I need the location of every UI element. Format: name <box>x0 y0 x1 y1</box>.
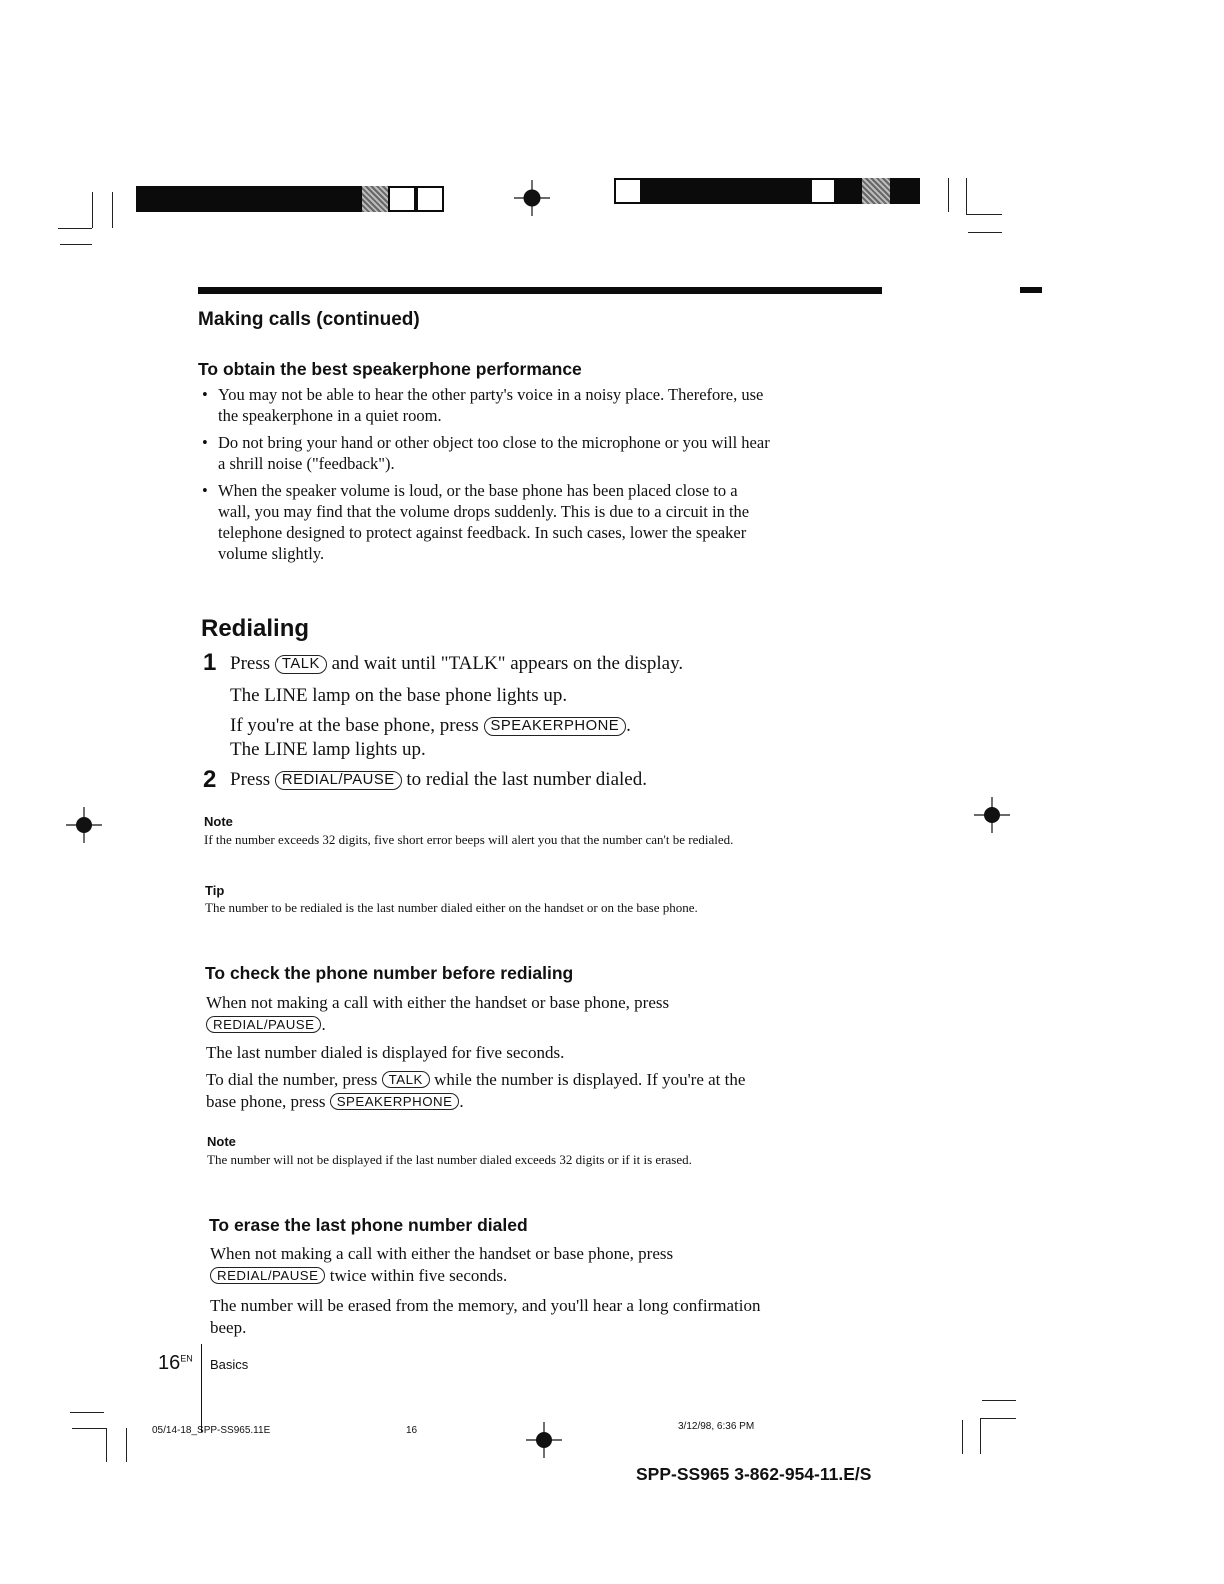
speakerphone-list <box>200 384 770 570</box>
step-1-line2: The LINE lamp on the base phone lights up. <box>230 685 568 706</box>
talk-key: TALK <box>275 655 327 674</box>
step-2-text <box>230 768 790 792</box>
crop-mark-bl-v2 <box>126 1428 127 1462</box>
crop-mark-bl-h <box>70 1412 104 1413</box>
color-bar-left-box2 <box>416 186 444 212</box>
redial-tip-text: The number to be redialed is the last number dialed either on the handset or on the base phone. <box>205 900 698 915</box>
slug-file: 05/14-18_SPP-SS965.11E <box>152 1425 271 1436</box>
crop-mark-bl-v1 <box>106 1428 107 1462</box>
talk-key: TALK <box>382 1071 430 1088</box>
crop-mark-tr-h <box>966 214 1002 215</box>
color-bar-left-gray <box>362 186 388 212</box>
step-1-line3-pre: If you're at the base phone, press <box>230 715 484 736</box>
check-p3-post: . <box>459 1092 464 1111</box>
list-item: • You may not be able to hear the other party's voice in a noisy place. Therefore, use the speakerphone in a quiet room. <box>200 384 770 426</box>
crop-mark-br-v2 <box>980 1418 981 1454</box>
crop-mark-tr-v1 <box>948 178 949 212</box>
check-p1-pre: When not making a call with either the handset or base phone, press <box>206 993 670 1012</box>
check-note-text: The number will not be displayed if the last number dialed exceeds 32 digits or if it is erased. <box>207 1152 692 1167</box>
speakerphone-heading: To obtain the best speakerphone performance <box>198 359 582 379</box>
step-1-pre: Press <box>230 653 275 674</box>
step-1-post: and wait until "TALK" appears on the display. <box>326 653 684 674</box>
erase-p1 <box>210 1243 770 1287</box>
erase-heading: To erase the last phone number dialed <box>209 1215 528 1235</box>
page-number-value: 16 <box>158 1352 181 1374</box>
crop-mark-br-v1 <box>962 1420 963 1454</box>
color-bar-right-black <box>836 178 862 204</box>
list-item: • When the speaker volume is loud, or the base phone has been placed close to a wall, you may find that the volume drops suddenly. This is due to a circuit in the telephone designed to protect against feedback. In such cases, lower the speaker volume slightly. <box>200 480 770 564</box>
color-bar-right <box>642 178 810 204</box>
crop-mark-tr-h2 <box>968 232 1002 233</box>
redial-tip-title: Tip <box>205 883 225 898</box>
step-1-text <box>230 652 790 676</box>
step-1-line4: The LINE lamp lights up. <box>230 739 426 760</box>
step-2-number: 2 <box>203 766 217 793</box>
model-code: SPP-SS965 3-862-954-11.E/S <box>636 1464 872 1484</box>
registration-mark-left-icon <box>66 807 102 843</box>
redial-note-title: Note <box>204 814 233 829</box>
erase-p1-pre: When not making a call with either the handset or base phone, press <box>210 1244 674 1263</box>
registration-mark-bottom-icon <box>526 1422 562 1458</box>
check-p3 <box>206 1069 756 1113</box>
page-number <box>158 1352 193 1375</box>
check-note-title: Note <box>207 1134 236 1149</box>
step-2-post: to redial the last number dialed. <box>401 769 647 790</box>
color-bar-right-white <box>810 178 836 204</box>
footer-divider <box>201 1344 202 1432</box>
check-p1 <box>206 992 766 1036</box>
color-bar-left-box1 <box>388 186 416 212</box>
page-number-suffix: EN <box>180 1353 193 1364</box>
crop-mark-tl-v1 <box>92 192 93 228</box>
redial-note-text: If the number exceeds 32 digits, five short error beeps will alert you that the number can't be redialed. <box>204 832 734 847</box>
check-p1-post: . <box>321 1015 326 1034</box>
redial-pause-key: REDIAL/PAUSE <box>206 1016 321 1033</box>
check-heading: To check the phone number before redialing <box>205 963 574 983</box>
slug-page: 16 <box>406 1425 418 1436</box>
check-p2: The last number dialed is displayed for five seconds. <box>206 1043 565 1062</box>
margin-tab-marker <box>1020 287 1042 293</box>
section-title: Making calls (continued) <box>198 309 420 330</box>
redial-pause-key: REDIAL/PAUSE <box>210 1267 325 1284</box>
step-1-number: 1 <box>203 649 217 676</box>
footer-section: Basics <box>210 1357 249 1372</box>
crop-mark-tl-v2 <box>112 192 113 228</box>
registration-mark-top-icon <box>514 180 550 216</box>
erase-p2: The number will be erased from the memory, and you'll hear a long confirmation beep. <box>210 1296 761 1337</box>
redialing-heading: Redialing <box>201 615 310 642</box>
erase-p1-post: twice within five seconds. <box>325 1266 508 1285</box>
crop-mark-br-h2 <box>982 1400 1016 1401</box>
color-bar-right-gray <box>862 178 890 204</box>
section-rule <box>198 287 882 294</box>
slug-date: 3/12/98, 6:36 PM <box>678 1421 755 1432</box>
color-bar-right-box <box>614 178 642 204</box>
color-bar-right-end <box>890 178 920 204</box>
crop-mark-br-h <box>980 1418 1016 1419</box>
step-1-line3-post: . <box>626 715 631 736</box>
color-bar-left <box>136 186 362 212</box>
step-1-line3 <box>230 714 790 738</box>
step-2-pre: Press <box>230 769 275 790</box>
speakerphone-key: SPEAKERPHONE <box>330 1093 460 1110</box>
crop-mark-tl-h2 <box>60 244 92 245</box>
speakerphone-key: SPEAKERPHONE <box>484 717 627 736</box>
crop-mark-bl-h2 <box>72 1428 106 1429</box>
check-p3-pre: To dial the number, press <box>206 1070 382 1089</box>
list-item: • Do not bring your hand or other object too close to the microphone or you will hear a shrill noise ("feedback"). <box>200 432 770 474</box>
crop-mark-tl-h <box>58 228 92 229</box>
redial-pause-key: REDIAL/PAUSE <box>275 771 402 790</box>
registration-mark-right-icon <box>974 797 1010 833</box>
crop-mark-tr-v2 <box>966 178 967 214</box>
check-p3-mid: while the number is displayed. If you're at the base phone, press <box>206 1070 746 1111</box>
